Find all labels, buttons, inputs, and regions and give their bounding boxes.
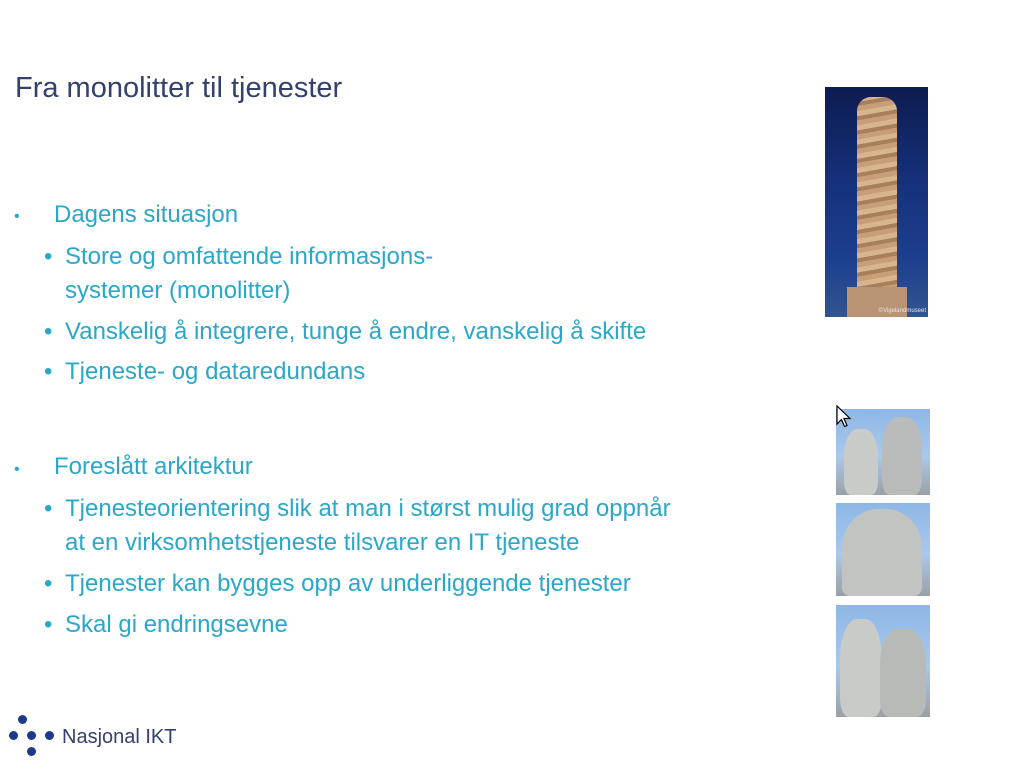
item-line: Tjenester kan bygges opp av underliggende tjenester xyxy=(65,570,631,597)
logo-dot xyxy=(27,731,36,740)
list-item xyxy=(44,567,804,601)
item-bullet: • xyxy=(44,243,53,270)
logo-text: Nasjonal IKT xyxy=(62,726,177,748)
list-item xyxy=(44,355,804,389)
slide-title: Fra monolitter til tjenester xyxy=(15,72,343,104)
sculpture-figure xyxy=(842,509,922,596)
sculpture-photo-2 xyxy=(836,503,930,596)
list-item xyxy=(44,240,804,308)
item-bullet: • xyxy=(44,611,53,638)
item-bullet: • xyxy=(44,318,53,345)
mouse-cursor-icon xyxy=(836,405,852,429)
photo-credit: ©Vigelandmuseet xyxy=(878,308,926,314)
item-line: Vanskelig å integrere, tunge å endre, vanskelig å skifte xyxy=(65,318,647,345)
item-bullet: • xyxy=(44,570,53,597)
list-item xyxy=(44,492,804,560)
section-bullet: • xyxy=(14,461,20,478)
section-bullet: • xyxy=(14,208,20,225)
sculpture-figure xyxy=(882,417,922,495)
item-line: systemer (monolitter) xyxy=(65,277,291,304)
list-item xyxy=(44,608,804,642)
item-line: Skal gi endringsevne xyxy=(65,611,288,638)
monolith-column xyxy=(857,97,897,292)
monolith-photo xyxy=(825,87,928,317)
item-line: at en virksomhetstjeneste tilsvarer en IT tjeneste xyxy=(65,529,580,556)
sculpture-figure xyxy=(880,629,926,717)
sculpture-figure xyxy=(840,619,882,717)
item-line: Tjenesteorientering slik at man i størst mulig grad oppnår xyxy=(65,495,671,522)
logo-dot xyxy=(27,747,36,756)
logo-dot xyxy=(9,731,18,740)
sculpture-figure xyxy=(844,429,878,495)
sculpture-photo-3 xyxy=(836,605,930,717)
list-item xyxy=(44,315,804,349)
item-bullet: • xyxy=(44,358,53,385)
logo-dot xyxy=(45,731,54,740)
logo-dot xyxy=(18,715,27,724)
item-line: Store og omfattende informasjons- xyxy=(65,243,434,270)
section-heading-dagens: Dagens situasjon xyxy=(54,201,239,228)
nasjonal-ikt-logo xyxy=(8,714,178,758)
item-bullet: • xyxy=(44,495,53,522)
section-heading-foreslatt: Foreslått arkitektur xyxy=(54,453,253,480)
item-line: Tjeneste- og dataredundans xyxy=(65,358,366,385)
